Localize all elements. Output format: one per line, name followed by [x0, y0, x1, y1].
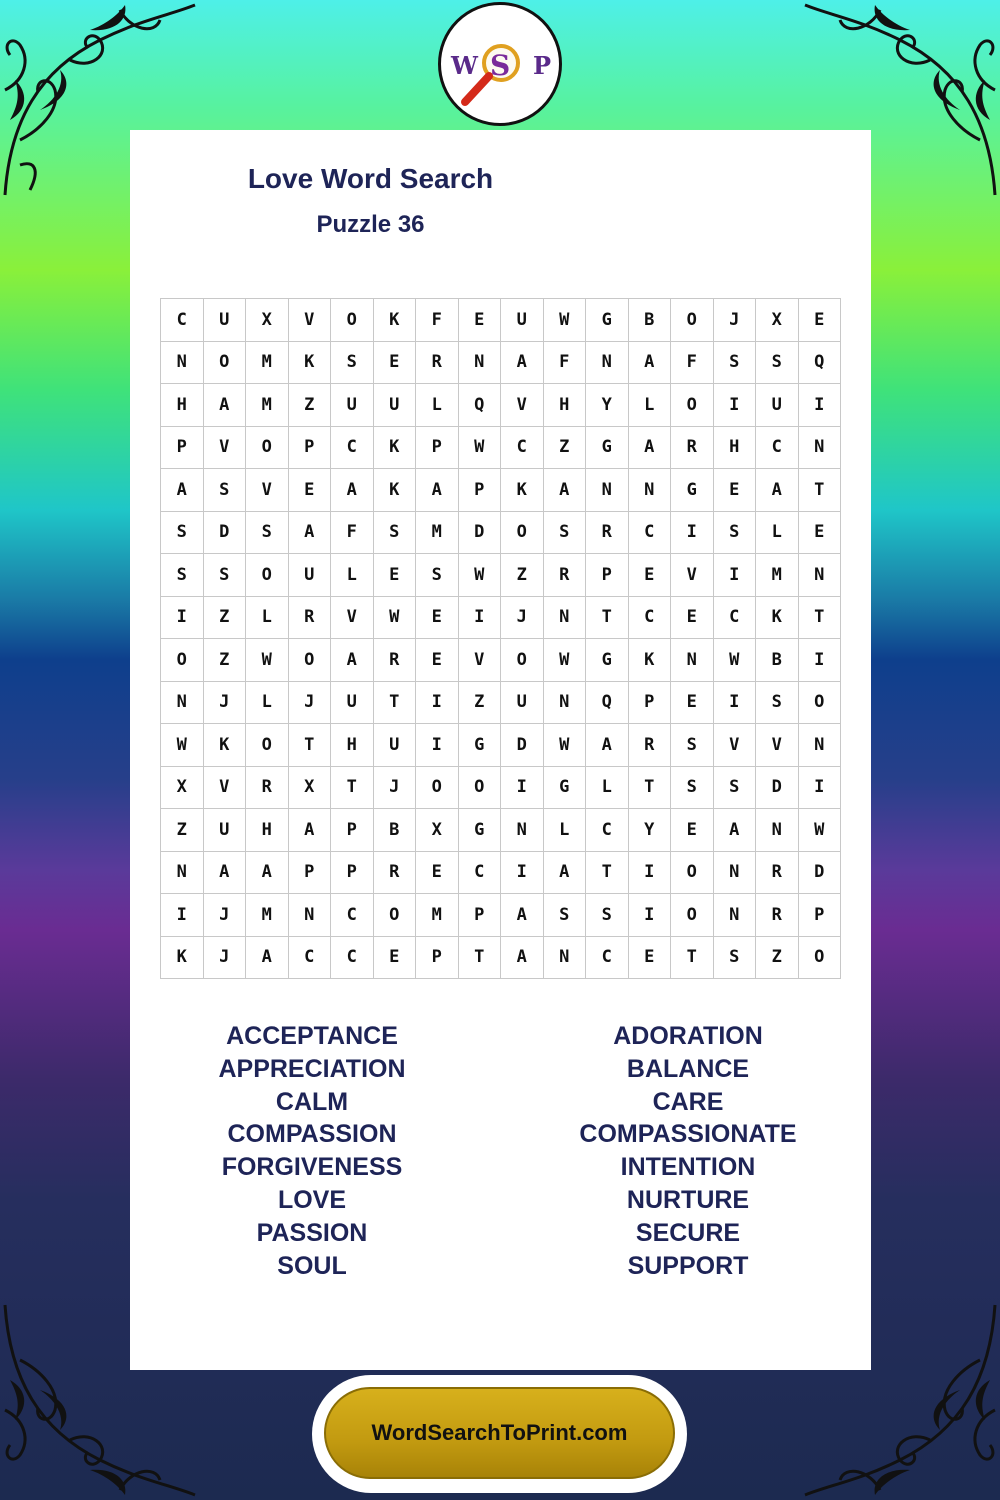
grid-cell[interactable]: S	[331, 342, 374, 385]
grid-cell[interactable]: V	[204, 427, 247, 470]
grid-cell[interactable]: E	[374, 554, 417, 597]
grid-cell[interactable]: M	[416, 512, 459, 555]
grid-cell[interactable]: I	[629, 894, 672, 937]
grid-cell[interactable]: W	[246, 639, 289, 682]
grid-cell[interactable]: P	[161, 427, 204, 470]
grid-cell[interactable]: S	[161, 512, 204, 555]
grid-cell[interactable]: F	[331, 512, 374, 555]
grid-cell[interactable]: A	[204, 384, 247, 427]
grid-cell[interactable]: R	[586, 512, 629, 555]
grid-cell[interactable]: G	[459, 724, 502, 767]
grid-cell[interactable]: T	[586, 597, 629, 640]
grid-cell[interactable]: B	[629, 299, 672, 342]
grid-cell[interactable]: E	[416, 639, 459, 682]
grid-cell[interactable]: D	[204, 512, 247, 555]
word-list-item: NURTURE	[626, 1185, 750, 1214]
grid-cell[interactable]: I	[714, 384, 757, 427]
grid-cell[interactable]: U	[501, 299, 544, 342]
puzzle-number: Puzzle 36	[316, 211, 425, 238]
logo-letter-w: W	[451, 51, 478, 80]
grid-cell[interactable]: P	[289, 427, 332, 470]
grid-cell[interactable]: R	[544, 554, 587, 597]
grid-cell[interactable]: R	[374, 639, 417, 682]
grid-cell[interactable]: A	[629, 342, 672, 385]
grid-cell[interactable]: L	[246, 682, 289, 725]
word-list-item: ACCEPTANCE	[226, 1022, 398, 1050]
grid-cell[interactable]: P	[459, 894, 502, 937]
grid-cell[interactable]: U	[501, 682, 544, 725]
grid-cell[interactable]: N	[586, 469, 629, 512]
grid-cell[interactable]: S	[756, 342, 799, 385]
grid-cell[interactable]: P	[416, 427, 459, 470]
grid-cell[interactable]: U	[331, 682, 374, 725]
website-link-text: WordSearchToPrint.com	[371, 1420, 628, 1445]
word-list-left	[112, 1020, 512, 1282]
grid-cell[interactable]: Z	[756, 937, 799, 980]
grid-cell[interactable]: N	[501, 809, 544, 852]
grid-cell[interactable]: H	[246, 809, 289, 852]
grid-cell[interactable]: F	[671, 342, 714, 385]
grid-cell[interactable]: W	[544, 639, 587, 682]
grid-cell[interactable]: E	[374, 342, 417, 385]
grid-cell[interactable]: W	[459, 554, 502, 597]
grid-cell[interactable]: G	[459, 809, 502, 852]
grid-cell[interactable]: V	[459, 639, 502, 682]
grid-cell[interactable]: T	[671, 937, 714, 980]
grid-cell[interactable]: F	[544, 342, 587, 385]
grid-cell[interactable]: O	[246, 554, 289, 597]
grid-cell[interactable]: A	[756, 469, 799, 512]
grid-cell[interactable]: I	[714, 682, 757, 725]
grid-cell[interactable]: T	[331, 767, 374, 810]
grid-cell[interactable]: P	[416, 937, 459, 980]
word-list-item: ADORATION	[613, 1022, 763, 1050]
word-list-right	[488, 1020, 888, 1282]
grid-cell[interactable]: B	[374, 809, 417, 852]
grid-cell[interactable]: V	[501, 384, 544, 427]
grid-cell[interactable]: S	[714, 342, 757, 385]
grid-cell[interactable]: T	[459, 937, 502, 980]
grid-cell[interactable]: T	[799, 597, 842, 640]
grid-cell[interactable]: K	[161, 937, 204, 980]
grid-cell[interactable]: S	[714, 512, 757, 555]
grid-cell[interactable]: S	[544, 512, 587, 555]
grid-cell[interactable]: C	[629, 512, 672, 555]
grid-cell[interactable]: P	[289, 852, 332, 895]
grid-cell[interactable]: R	[671, 427, 714, 470]
grid-cell[interactable]: L	[544, 809, 587, 852]
grid-cell[interactable]: N	[544, 597, 587, 640]
grid-cell[interactable]: E	[629, 554, 672, 597]
grid-cell[interactable]: N	[799, 427, 842, 470]
grid-cell[interactable]: Z	[544, 427, 587, 470]
grid-cell[interactable]: J	[204, 894, 247, 937]
grid-cell[interactable]: E	[416, 852, 459, 895]
grid-cell[interactable]: C	[331, 894, 374, 937]
grid-cell[interactable]: R	[289, 597, 332, 640]
grid-cell[interactable]: N	[629, 469, 672, 512]
grid-cell[interactable]: Y	[586, 384, 629, 427]
grid-cell[interactable]: J	[714, 299, 757, 342]
grid-cell[interactable]: Z	[161, 809, 204, 852]
grid-cell[interactable]: R	[416, 342, 459, 385]
grid-cell[interactable]: V	[246, 469, 289, 512]
grid-cell[interactable]: O	[671, 299, 714, 342]
grid-cell[interactable]: S	[714, 937, 757, 980]
grid-cell[interactable]: O	[501, 512, 544, 555]
grid-cell[interactable]: S	[204, 469, 247, 512]
grid-cell[interactable]: S	[671, 724, 714, 767]
grid-cell[interactable]: L	[416, 384, 459, 427]
wsp-logo	[438, 2, 562, 126]
grid-cell[interactable]: C	[161, 299, 204, 342]
grid-cell[interactable]: N	[756, 809, 799, 852]
grid-cell[interactable]: N	[799, 724, 842, 767]
grid-cell[interactable]: R	[374, 852, 417, 895]
grid-cell[interactable]: L	[246, 597, 289, 640]
grid-cell[interactable]: A	[289, 809, 332, 852]
grid-cell[interactable]: A	[586, 724, 629, 767]
grid-cell[interactable]: M	[756, 554, 799, 597]
grid-cell[interactable]: O	[416, 767, 459, 810]
grid-cell[interactable]: N	[799, 554, 842, 597]
word-list-item: APPRECIATION	[218, 1054, 406, 1083]
word-list-item: PASSION	[256, 1218, 368, 1247]
grid-cell[interactable]: K	[629, 639, 672, 682]
grid-cell[interactable]: A	[544, 469, 587, 512]
grid-cell[interactable]: O	[331, 299, 374, 342]
grid-cell[interactable]: O	[671, 894, 714, 937]
grid-cell[interactable]: V	[714, 724, 757, 767]
grid-cell[interactable]: C	[289, 937, 332, 980]
grid-cell[interactable]: O	[799, 937, 842, 980]
grid-cell[interactable]: R	[246, 767, 289, 810]
grid-cell[interactable]: U	[204, 809, 247, 852]
grid-cell[interactable]: C	[714, 597, 757, 640]
grid-cell[interactable]: K	[374, 427, 417, 470]
grid-cell[interactable]: G	[586, 427, 629, 470]
grid-cell[interactable]: U	[374, 724, 417, 767]
grid-cell[interactable]: R	[756, 894, 799, 937]
grid-cell[interactable]: N	[161, 342, 204, 385]
grid-cell[interactable]: L	[629, 384, 672, 427]
grid-cell[interactable]: S	[246, 512, 289, 555]
word-list-item: BALANCE	[626, 1054, 750, 1083]
grid-cell[interactable]: T	[374, 682, 417, 725]
grid-cell[interactable]: I	[161, 894, 204, 937]
grid-cell[interactable]: K	[374, 299, 417, 342]
grid-cell[interactable]: U	[374, 384, 417, 427]
grid-cell[interactable]: S	[416, 554, 459, 597]
grid-cell[interactable]: O	[799, 682, 842, 725]
grid-cell[interactable]: E	[799, 299, 842, 342]
grid-cell[interactable]: K	[374, 469, 417, 512]
grid-cell[interactable]: C	[586, 937, 629, 980]
grid-cell[interactable]: X	[416, 809, 459, 852]
grid-cell[interactable]: U	[204, 299, 247, 342]
grid-cell[interactable]: U	[331, 384, 374, 427]
grid-cell[interactable]: I	[416, 682, 459, 725]
grid-cell[interactable]: O	[289, 639, 332, 682]
grid-cell[interactable]: V	[671, 554, 714, 597]
grid-cell[interactable]: J	[204, 937, 247, 980]
grid-cell[interactable]: Z	[204, 639, 247, 682]
grid-cell[interactable]: T	[586, 852, 629, 895]
grid-cell[interactable]: T	[629, 767, 672, 810]
grid-cell[interactable]: O	[204, 342, 247, 385]
grid-cell[interactable]: E	[629, 937, 672, 980]
grid-cell[interactable]: I	[799, 384, 842, 427]
grid-cell[interactable]: N	[714, 894, 757, 937]
grid-cell[interactable]: A	[161, 469, 204, 512]
grid-cell[interactable]: K	[204, 724, 247, 767]
grid-cell[interactable]: L	[586, 767, 629, 810]
grid-cell[interactable]: O	[161, 639, 204, 682]
grid-cell[interactable]: A	[331, 469, 374, 512]
page-title: Love Word Search	[247, 163, 494, 194]
grid-cell[interactable]: S	[756, 682, 799, 725]
grid-cell[interactable]: N	[586, 342, 629, 385]
grid-cell[interactable]: I	[416, 724, 459, 767]
grid-cell[interactable]: T	[799, 469, 842, 512]
grid-cell[interactable]: A	[246, 937, 289, 980]
word-list-item: SOUL	[277, 1251, 347, 1280]
grid-cell[interactable]: M	[246, 342, 289, 385]
grid-cell[interactable]: C	[331, 937, 374, 980]
grid-cell[interactable]: A	[204, 852, 247, 895]
word-list-item: LOVE	[277, 1185, 347, 1214]
grid-cell[interactable]: C	[501, 427, 544, 470]
grid-cell[interactable]: A	[416, 469, 459, 512]
word-list-item: COMPASSIONATE	[579, 1120, 797, 1149]
grid-cell[interactable]: E	[671, 682, 714, 725]
grid-cell[interactable]: A	[501, 342, 544, 385]
grid-cell[interactable]: K	[501, 469, 544, 512]
footer-badge	[312, 1375, 687, 1493]
grid-cell[interactable]: K	[289, 342, 332, 385]
grid-cell[interactable]: H	[544, 384, 587, 427]
grid-cell[interactable]: N	[459, 342, 502, 385]
grid-cell[interactable]: W	[544, 724, 587, 767]
grid-cell[interactable]: V	[204, 767, 247, 810]
grid-cell[interactable]: A	[714, 809, 757, 852]
grid-cell[interactable]: V	[331, 597, 374, 640]
grid-cell[interactable]: I	[671, 512, 714, 555]
word-list-item: SECURE	[635, 1218, 741, 1247]
grid-cell[interactable]: O	[501, 639, 544, 682]
grid-cell[interactable]: G	[586, 299, 629, 342]
grid-cell[interactable]: E	[799, 512, 842, 555]
grid-cell[interactable]: H	[331, 724, 374, 767]
word-list-item: FORGIVENESS	[221, 1153, 403, 1182]
grid-cell[interactable]: C	[629, 597, 672, 640]
grid-cell[interactable]: S	[586, 894, 629, 937]
grid-cell[interactable]: N	[544, 682, 587, 725]
grid-cell[interactable]: A	[246, 852, 289, 895]
grid-cell[interactable]: P	[586, 554, 629, 597]
grid-cell[interactable]: V	[289, 299, 332, 342]
grid-cell[interactable]: N	[161, 852, 204, 895]
word-list-item: CALM	[275, 1087, 349, 1116]
grid-cell[interactable]: M	[416, 894, 459, 937]
grid-cell[interactable]: W	[714, 639, 757, 682]
grid-cell[interactable]: I	[799, 639, 842, 682]
grid-cell[interactable]: A	[629, 427, 672, 470]
grid-cell[interactable]: Q	[799, 342, 842, 385]
grid-cell[interactable]: C	[586, 809, 629, 852]
grid-cell[interactable]: E	[374, 937, 417, 980]
grid-cell[interactable]: Q	[459, 384, 502, 427]
grid-cell[interactable]: O	[459, 767, 502, 810]
grid-cell[interactable]: J	[501, 597, 544, 640]
grid-cell[interactable]: N	[289, 894, 332, 937]
grid-cell[interactable]: R	[756, 852, 799, 895]
grid-cell[interactable]: L	[331, 554, 374, 597]
website-link-button[interactable]	[324, 1387, 675, 1479]
grid-cell[interactable]: S	[544, 894, 587, 937]
grid-cell[interactable]: O	[374, 894, 417, 937]
grid-cell[interactable]: U	[289, 554, 332, 597]
grid-cell[interactable]: H	[161, 384, 204, 427]
grid-cell[interactable]: P	[459, 469, 502, 512]
grid-cell[interactable]: S	[204, 554, 247, 597]
grid-cell[interactable]: G	[671, 469, 714, 512]
grid-cell[interactable]: N	[544, 937, 587, 980]
grid-cell[interactable]: I	[161, 597, 204, 640]
grid-cell[interactable]: A	[544, 852, 587, 895]
grid-cell[interactable]: I	[714, 554, 757, 597]
grid-cell[interactable]: D	[799, 852, 842, 895]
logo-letter-p: P	[533, 51, 552, 80]
grid-cell[interactable]: M	[246, 894, 289, 937]
grid-cell[interactable]: A	[501, 937, 544, 980]
grid-cell[interactable]: X	[161, 767, 204, 810]
grid-cell[interactable]: G	[544, 767, 587, 810]
grid-cell[interactable]: A	[331, 639, 374, 682]
grid-cell[interactable]: P	[331, 852, 374, 895]
grid-cell[interactable]: R	[629, 724, 672, 767]
grid-cell[interactable]: F	[416, 299, 459, 342]
grid-cell[interactable]: C	[331, 427, 374, 470]
grid-cell[interactable]: A	[501, 894, 544, 937]
grid-cell[interactable]: I	[629, 852, 672, 895]
grid-cell[interactable]: E	[416, 597, 459, 640]
grid-cell[interactable]: E	[714, 469, 757, 512]
grid-cell[interactable]: X	[246, 299, 289, 342]
grid-cell[interactable]: E	[671, 597, 714, 640]
grid-cell[interactable]: Z	[459, 682, 502, 725]
grid-cell[interactable]: U	[756, 384, 799, 427]
logo-letter-s: S	[490, 49, 511, 82]
grid-cell[interactable]: K	[756, 597, 799, 640]
grid-cell[interactable]: Z	[501, 554, 544, 597]
grid-cell[interactable]: S	[714, 767, 757, 810]
grid-cell[interactable]: P	[629, 682, 672, 725]
grid-cell[interactable]: S	[374, 512, 417, 555]
grid-cell[interactable]: X	[289, 767, 332, 810]
grid-cell[interactable]: O	[671, 384, 714, 427]
grid-cell[interactable]: Z	[289, 384, 332, 427]
grid-cell[interactable]: G	[586, 639, 629, 682]
grid-cell[interactable]: I	[459, 597, 502, 640]
grid-cell[interactable]: W	[161, 724, 204, 767]
grid-cell[interactable]: Z	[204, 597, 247, 640]
word-list-item: COMPASSION	[227, 1120, 397, 1149]
grid-cell[interactable]: B	[756, 639, 799, 682]
grid-cell[interactable]: P	[799, 894, 842, 937]
grid-cell[interactable]: N	[714, 852, 757, 895]
grid-cell[interactable]: D	[459, 512, 502, 555]
letter-grid	[160, 298, 841, 979]
grid-cell[interactable]: E	[459, 299, 502, 342]
grid-cell[interactable]: D	[501, 724, 544, 767]
grid-cell[interactable]: O	[246, 427, 289, 470]
grid-cell[interactable]: S	[161, 554, 204, 597]
grid-cell[interactable]: D	[756, 767, 799, 810]
grid-cell[interactable]: C	[459, 852, 502, 895]
grid-cell[interactable]: E	[289, 469, 332, 512]
grid-cell[interactable]: H	[714, 427, 757, 470]
grid-cell[interactable]: A	[289, 512, 332, 555]
grid-cell[interactable]: S	[671, 767, 714, 810]
grid-cell[interactable]: I	[501, 852, 544, 895]
grid-cell[interactable]: W	[459, 427, 502, 470]
grid-cell[interactable]: E	[671, 809, 714, 852]
grid-cell[interactable]: L	[756, 512, 799, 555]
word-list-item: INTENTION	[620, 1153, 756, 1182]
grid-cell[interactable]: V	[756, 724, 799, 767]
grid-cell[interactable]: W	[544, 299, 587, 342]
grid-cell[interactable]: I	[799, 767, 842, 810]
grid-cell[interactable]: W	[374, 597, 417, 640]
grid-cell[interactable]: W	[799, 809, 842, 852]
grid-cell[interactable]: Q	[586, 682, 629, 725]
grid-cell[interactable]: X	[756, 299, 799, 342]
grid-cell[interactable]: J	[289, 682, 332, 725]
grid-cell[interactable]: N	[671, 639, 714, 682]
grid-cell[interactable]: I	[501, 767, 544, 810]
grid-cell[interactable]: Y	[629, 809, 672, 852]
grid-cell[interactable]: M	[246, 384, 289, 427]
grid-cell[interactable]: N	[161, 682, 204, 725]
grid-cell[interactable]: O	[671, 852, 714, 895]
word-list-item: SUPPORT	[627, 1251, 749, 1280]
grid-cell[interactable]: J	[374, 767, 417, 810]
grid-cell[interactable]: C	[756, 427, 799, 470]
word-list-item: CARE	[652, 1087, 724, 1116]
grid-cell[interactable]: J	[204, 682, 247, 725]
grid-cell[interactable]: T	[289, 724, 332, 767]
grid-cell[interactable]: O	[246, 724, 289, 767]
grid-cell[interactable]: P	[331, 809, 374, 852]
